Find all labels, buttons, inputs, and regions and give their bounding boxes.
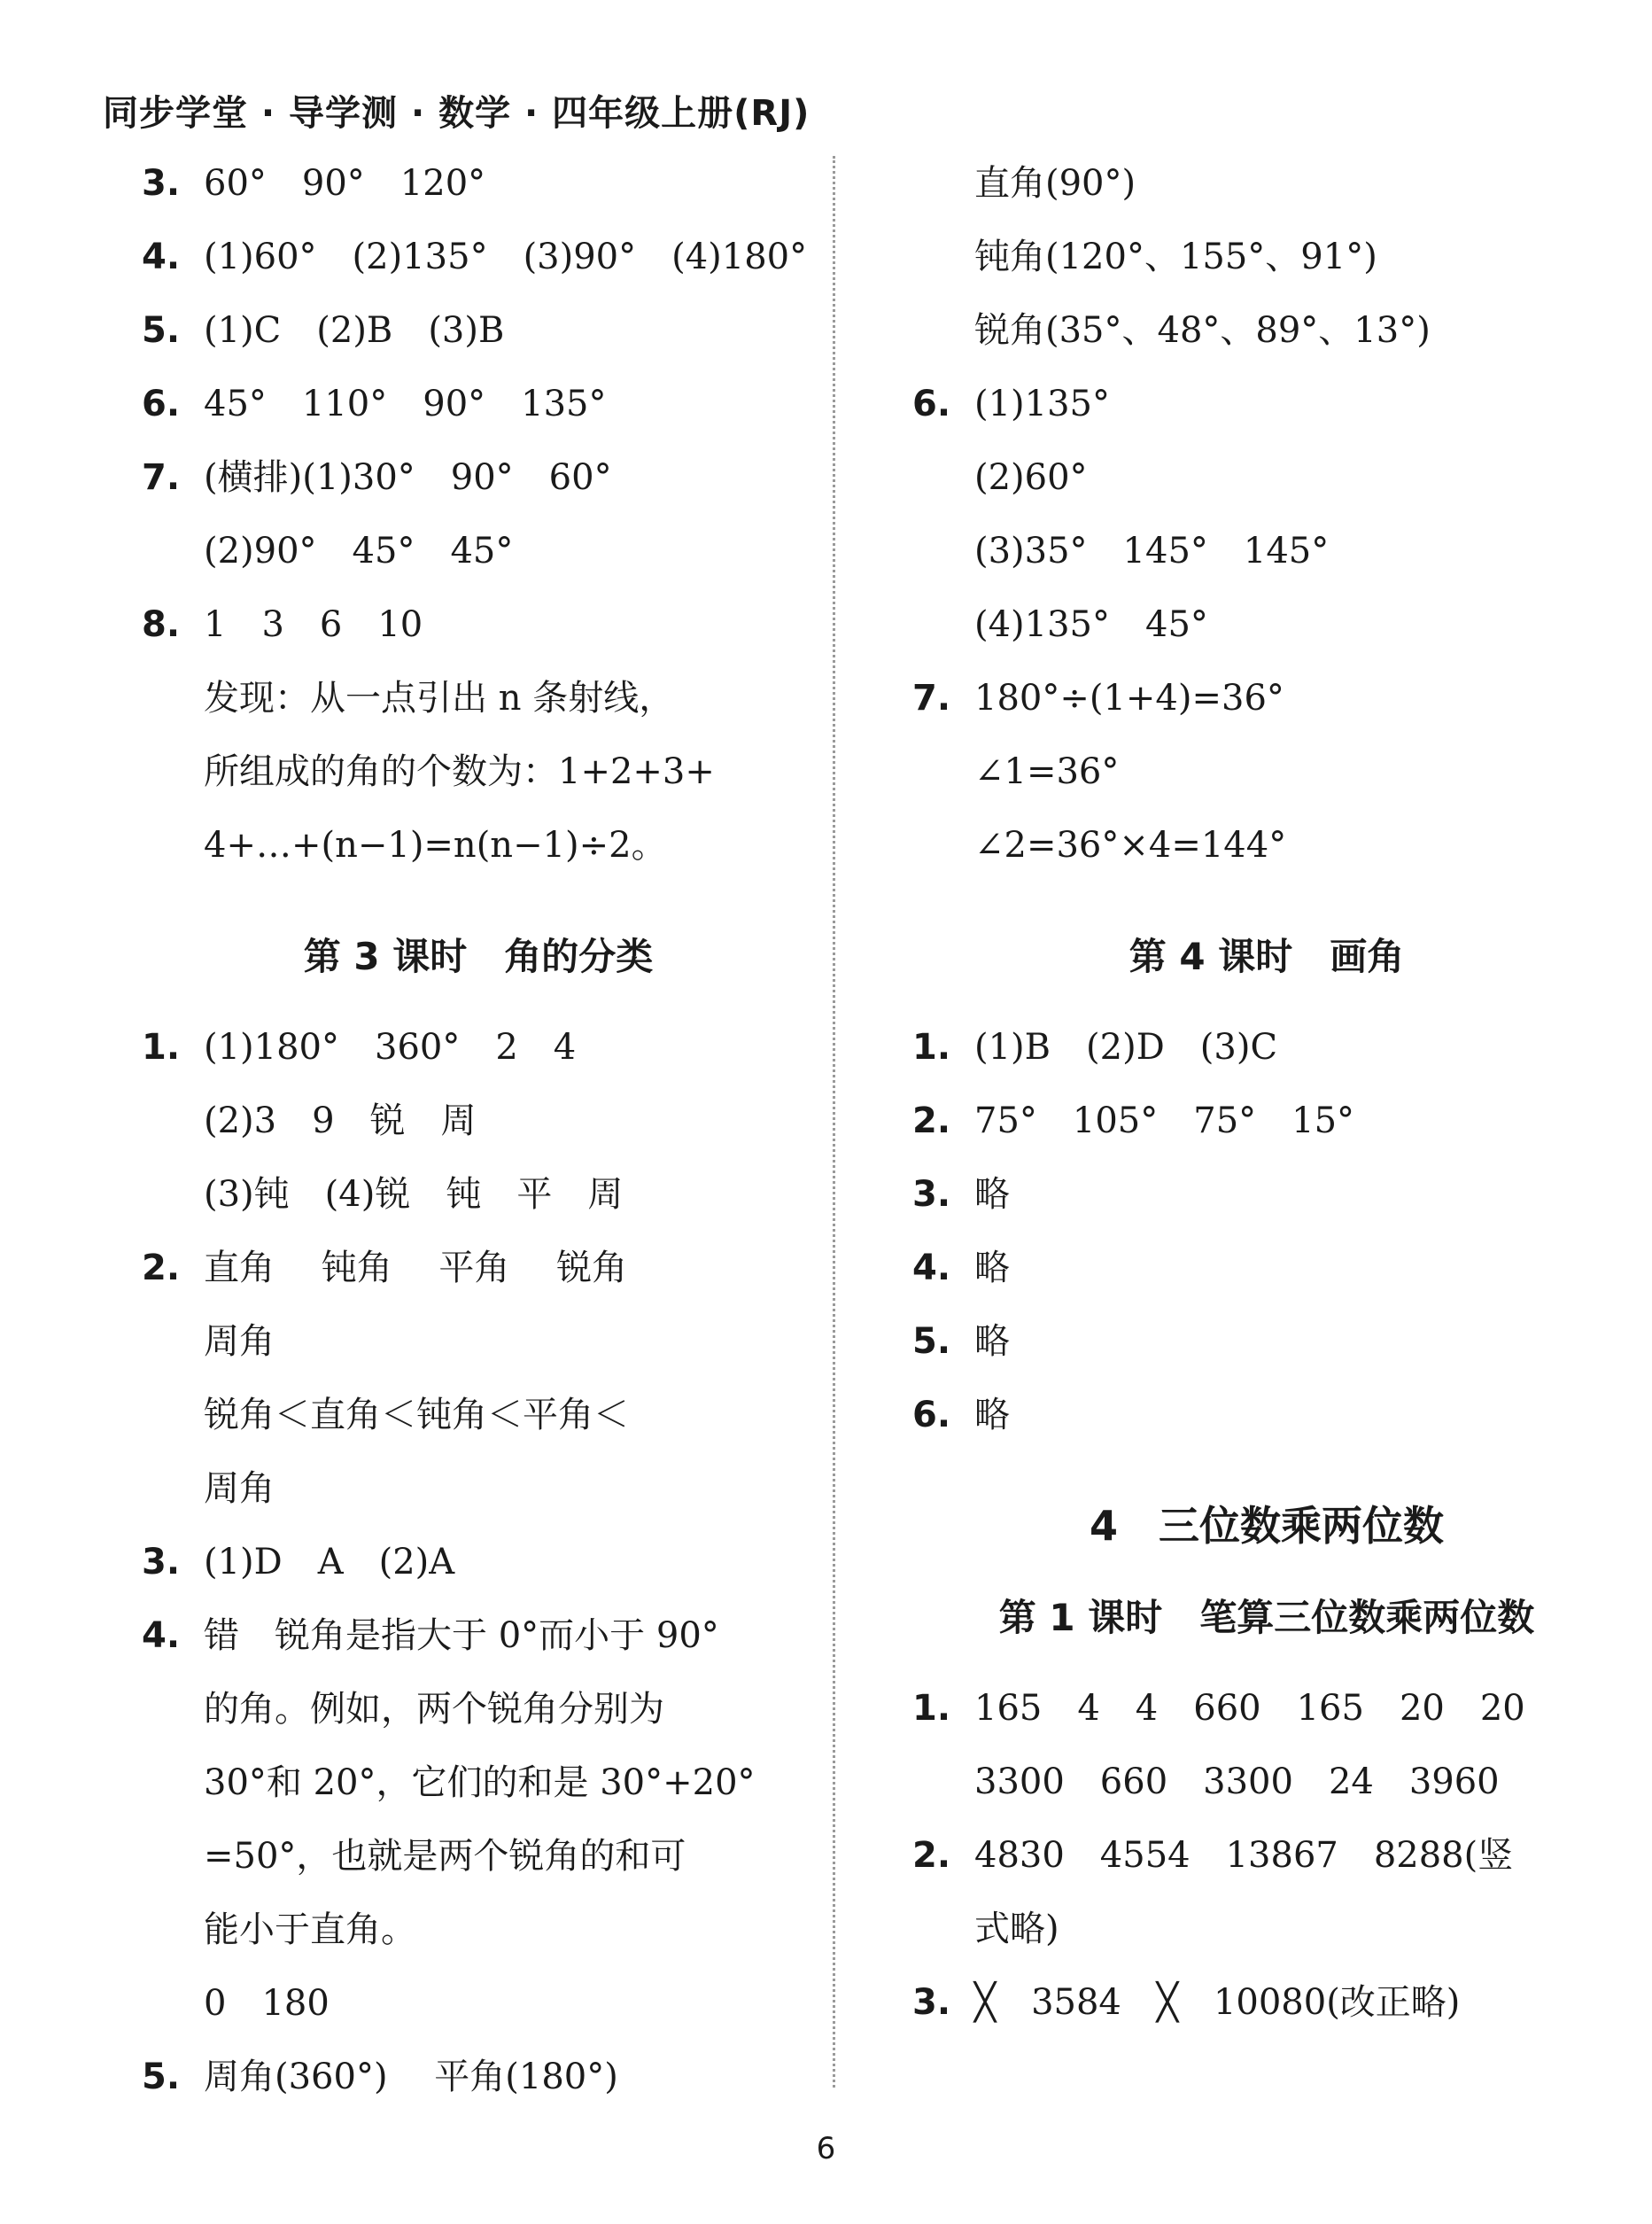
- left-answers-block-2: [142, 1011, 815, 2114]
- answer-text: (2)90° 45° 45°: [204, 531, 514, 572]
- answer-text: (2)3 9 锐 周: [204, 1100, 477, 1141]
- answer-line: [142, 1673, 815, 1746]
- answer-text: (横排)(1)30° 90° 60°: [204, 457, 612, 498]
- answer-line: [912, 294, 1621, 368]
- answer-text: 钝角(120°、155°、91°): [974, 237, 1377, 277]
- answer-line: [142, 2041, 815, 2114]
- answer-line: [142, 1158, 815, 1232]
- question-number: 5.: [142, 2057, 181, 2097]
- answer-line: [912, 1085, 1621, 1158]
- answer-text: (1)B (2)D (3)C: [974, 1027, 1278, 1068]
- answer-text: (1)180° 360° 2 4: [204, 1027, 577, 1068]
- question-number: 1.: [912, 1688, 951, 1729]
- answer-line: [142, 294, 815, 368]
- chapter-heading: 4 三位数乘两位数: [1089, 1502, 1444, 1550]
- answer-line: [912, 221, 1621, 294]
- answer-line: [142, 1894, 815, 1967]
- question-number: 7.: [912, 678, 951, 719]
- answer-line: [142, 1011, 815, 1085]
- answer-line: [912, 1672, 1621, 1746]
- answer-text: 略: [974, 1248, 1010, 1288]
- section-heading-lesson-3: 第 3 课时 角的分类: [303, 935, 654, 978]
- answer-text: 锐角(35°、48°、89°、13°): [974, 310, 1431, 351]
- column-divider: [833, 156, 835, 2088]
- answer-text: (4)135° 45°: [974, 604, 1208, 645]
- question-number: 2.: [142, 1248, 181, 1288]
- answer-text: 略: [974, 1321, 1010, 1362]
- answer-text: 30°和 20°，它们的和是 30°+20°: [204, 1762, 756, 1803]
- right-answers-block-2: [912, 1011, 1621, 1452]
- answer-line: [142, 1820, 815, 1894]
- answer-line: [912, 1011, 1621, 1085]
- answer-text: 所组成的角的个数为：1+2+3+: [204, 751, 715, 792]
- answer-text: (1)C (2)B (3)B: [204, 310, 505, 351]
- answer-line: [142, 1232, 815, 1305]
- answer-text: ∠2=36°×4=144°: [974, 825, 1287, 866]
- question-number: 4.: [912, 1248, 951, 1288]
- right-answers-block-3: [912, 1672, 1621, 2040]
- answer-line: [912, 588, 1621, 662]
- answer-line: [142, 1599, 815, 1673]
- question-number: 2.: [912, 1100, 951, 1141]
- answer-line: [142, 147, 815, 221]
- answer-text: (1)135°: [974, 384, 1111, 424]
- answer-line: [912, 1893, 1621, 1966]
- question-number: 2.: [912, 1835, 951, 1876]
- answer-text: 周角(360°) 平角(180°): [204, 2057, 618, 2097]
- answer-text: 0 180: [204, 1983, 330, 2024]
- question-number: 4.: [142, 1615, 181, 1656]
- answer-text: 1 3 6 10: [204, 604, 423, 645]
- answer-text: 发现：从一点引出 n 条射线，: [204, 678, 675, 719]
- answer-line: [912, 1158, 1621, 1232]
- question-number: 1.: [912, 1027, 951, 1068]
- question-number: 4.: [142, 237, 181, 277]
- answer-text: 直角 钝角 平角 锐角: [204, 1248, 628, 1288]
- question-number: 3.: [142, 1542, 181, 1582]
- section-heading-lesson-4: 第 4 课时 画角: [1128, 935, 1405, 978]
- question-number: 6.: [142, 384, 181, 424]
- answer-text: 180°÷(1+4)=36°: [974, 678, 1284, 719]
- answer-text: 略: [974, 1174, 1010, 1215]
- answer-line: [142, 1085, 815, 1158]
- answer-text: 45° 110° 90° 135°: [204, 384, 607, 424]
- answer-line: [912, 368, 1621, 441]
- answer-text: 60° 90° 120°: [204, 163, 486, 204]
- answer-line: [142, 221, 815, 294]
- question-number: 3.: [142, 163, 181, 204]
- question-number: 6.: [912, 1395, 951, 1435]
- answer-text: 的角。例如，两个锐角分别为: [204, 1689, 664, 1730]
- answer-line: [142, 368, 815, 441]
- answer-text: 式略): [974, 1909, 1059, 1949]
- answer-text: 锐角＜直角＜钝角＜平角＜: [204, 1395, 629, 1435]
- answer-line: [142, 1379, 815, 1452]
- answer-text: 4830 4554 13867 8288(竖: [974, 1835, 1514, 1876]
- answer-text: 165 4 4 660 165 20 20: [974, 1688, 1525, 1729]
- answer-line: [912, 515, 1621, 588]
- left-answers-block-1: [142, 147, 815, 883]
- answer-line: [142, 588, 815, 662]
- answer-line: [142, 1746, 815, 1820]
- answer-line: [142, 1526, 815, 1599]
- answer-text: (2)60°: [974, 457, 1088, 498]
- answer-line: [912, 735, 1621, 809]
- answer-line: [912, 1966, 1621, 2040]
- answer-line: [142, 1452, 815, 1526]
- answer-line: [912, 1746, 1621, 1819]
- answer-text: (1)D A (2)A: [204, 1542, 455, 1582]
- question-number: 5.: [142, 310, 181, 351]
- answer-text: 略: [974, 1395, 1010, 1435]
- left-column: [142, 147, 815, 2114]
- answer-line: [142, 441, 815, 515]
- question-number: 8.: [142, 604, 181, 645]
- answer-line: [912, 441, 1621, 515]
- answer-text: ∠1=36°: [974, 751, 1120, 792]
- answer-text: 直角(90°): [974, 163, 1136, 204]
- answer-text: =50°，也就是两个锐角的和可: [204, 1836, 686, 1877]
- question-number: 7.: [142, 457, 181, 498]
- answer-line: [142, 515, 815, 588]
- question-number: 3.: [912, 1174, 951, 1215]
- answer-line: [142, 1305, 815, 1379]
- answer-line: [912, 809, 1621, 883]
- answer-text: 能小于直角。: [204, 1909, 416, 1950]
- answer-text: (3)35° 145° 145°: [974, 531, 1330, 572]
- question-number: 6.: [912, 384, 951, 424]
- answer-line: [912, 1232, 1621, 1305]
- page-number: 6: [816, 2131, 836, 2166]
- right-answers-block-1: [912, 147, 1621, 883]
- section-heading-chapter4-lesson-1: 第 1 课时 笔算三位数乘两位数: [998, 1596, 1535, 1639]
- answer-line: [142, 662, 815, 735]
- answer-text: 3300 660 3300 24 3960: [974, 1761, 1500, 1802]
- answer-text: 75° 105° 75° 15°: [974, 1100, 1355, 1141]
- answer-text: 周角: [204, 1321, 275, 1362]
- answer-line: [142, 1967, 815, 2041]
- question-number: 1.: [142, 1027, 181, 1068]
- answer-line: [912, 147, 1621, 221]
- answer-line: [142, 809, 815, 883]
- answer-line: [912, 662, 1621, 735]
- answer-line: [912, 1305, 1621, 1379]
- page-header: 同步学堂 · 导学测 · 数学 · 四年级上册(RJ): [103, 93, 810, 134]
- answer-text: 4+…+(n−1)=n(n−1)÷2。: [204, 825, 667, 866]
- question-number: 5.: [912, 1321, 951, 1362]
- right-column: [912, 147, 1621, 2040]
- answer-line: [142, 735, 815, 809]
- answer-line: [912, 1379, 1621, 1452]
- answer-text: 错 锐角是指大于 0°而小于 90°: [204, 1615, 719, 1656]
- question-number: 3.: [912, 1982, 951, 2023]
- answer-line: [912, 1819, 1621, 1893]
- answer-text: 周角: [204, 1468, 275, 1509]
- answer-text: ╳ 3584 ╳ 10080(改正略): [974, 1982, 1461, 2023]
- answer-text: (1)60° (2)135° (3)90° (4)180°: [204, 237, 808, 277]
- answer-text: (3)钝 (4)锐 钝 平 周: [204, 1174, 624, 1215]
